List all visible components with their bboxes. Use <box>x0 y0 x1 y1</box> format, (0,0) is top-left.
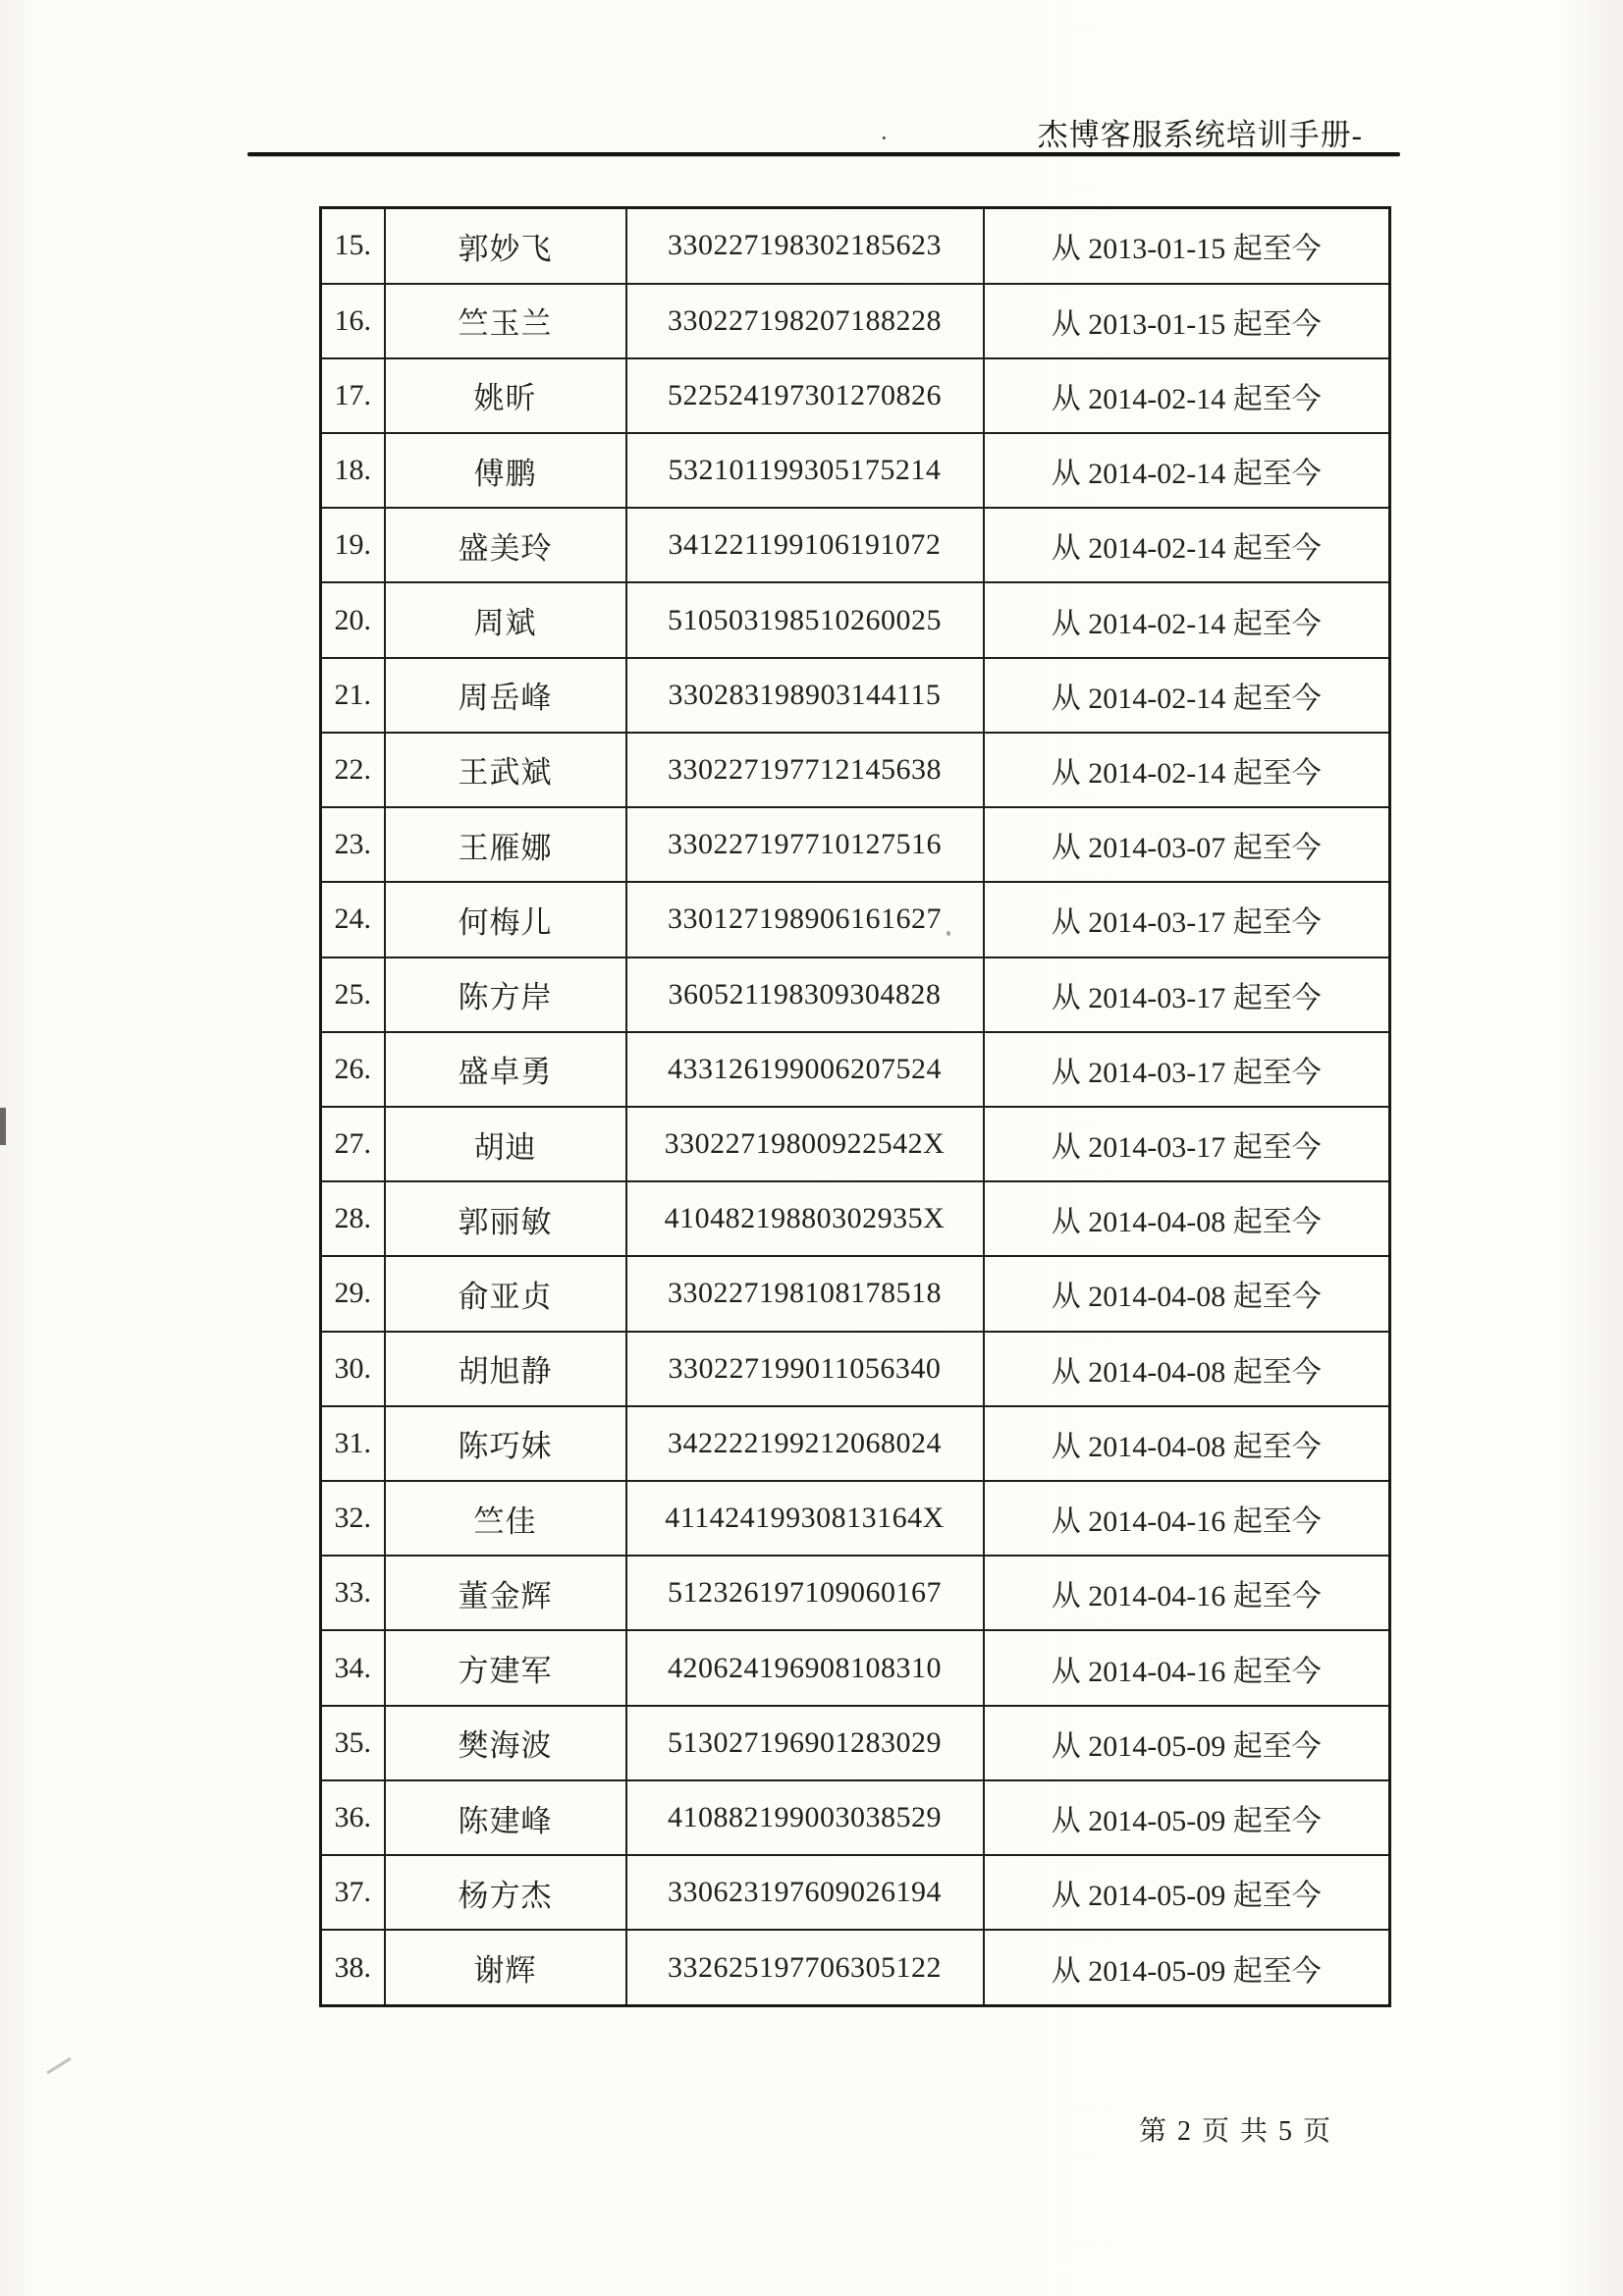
row-number: 34. <box>321 1630 385 1705</box>
person-name: 郭丽敏 <box>385 1181 626 1256</box>
person-name: 盛卓勇 <box>385 1032 626 1107</box>
id-number: 532101199305175214 <box>626 433 984 508</box>
id-number: 330227197710127516 <box>626 807 984 882</box>
row-number: 20. <box>321 582 385 657</box>
person-name: 樊海波 <box>385 1706 626 1780</box>
table-row <box>321 882 1390 957</box>
employment-period: 从 2013-01-15 起至今 <box>984 208 1390 284</box>
page-number-footer: 第 2 页 共 5 页 <box>1139 2116 1333 2147</box>
scan-dot-artifact: · <box>880 124 889 152</box>
employment-period: 从 2014-03-17 起至今 <box>984 1107 1390 1181</box>
person-name: 陈建峰 <box>385 1780 626 1855</box>
table-row <box>321 1855 1390 1930</box>
id-number: 341221199106191072 <box>626 508 984 582</box>
employment-period: 从 2014-05-09 起至今 <box>984 1780 1390 1855</box>
person-name: 郭妙飞 <box>385 208 626 284</box>
person-name: 何梅儿 <box>385 882 626 957</box>
row-number: 32. <box>321 1481 385 1556</box>
employment-period: 从 2014-04-16 起至今 <box>984 1630 1390 1705</box>
id-number: 522524197301270826 <box>626 358 984 433</box>
table-row <box>321 658 1390 733</box>
table-row <box>321 1332 1390 1406</box>
table-row <box>321 1630 1390 1705</box>
table-row <box>321 1406 1390 1481</box>
employment-period: 从 2014-04-08 起至今 <box>984 1406 1390 1481</box>
row-number: 15. <box>321 208 385 284</box>
row-number: 28. <box>321 1181 385 1256</box>
row-number: 21. <box>321 658 385 733</box>
row-number: 29. <box>321 1256 385 1331</box>
id-number: 330227198108178518 <box>626 1256 984 1331</box>
row-number: 19. <box>321 508 385 582</box>
header-divider-line <box>247 152 1400 156</box>
person-name: 胡迪 <box>385 1107 626 1181</box>
id-number: 330227198207188228 <box>626 284 984 358</box>
id-number: 33022719800922542X <box>626 1107 984 1181</box>
id-number: 332625197706305122 <box>626 1930 984 2005</box>
table-row <box>321 284 1390 358</box>
employment-period: 从 2014-04-08 起至今 <box>984 1332 1390 1406</box>
scan-corner-artifact <box>46 2057 71 2074</box>
scan-edge-artifact <box>0 1108 6 1145</box>
row-number: 24. <box>321 882 385 957</box>
person-name: 竺玉兰 <box>385 284 626 358</box>
employment-period: 从 2014-02-14 起至今 <box>984 582 1390 657</box>
person-name: 杨方杰 <box>385 1855 626 1930</box>
person-name: 姚昕 <box>385 358 626 433</box>
table-row <box>321 358 1390 433</box>
person-name: 陈巧妹 <box>385 1406 626 1481</box>
table-row <box>321 208 1390 284</box>
employment-period: 从 2014-03-07 起至今 <box>984 807 1390 882</box>
table-row <box>321 508 1390 582</box>
table-row <box>321 733 1390 807</box>
row-number: 38. <box>321 1930 385 2005</box>
id-number: 510503198510260025 <box>626 582 984 657</box>
row-number: 25. <box>321 957 385 1032</box>
id-number: 330227198302185623 <box>626 208 984 284</box>
row-number: 27. <box>321 1107 385 1181</box>
table-row <box>321 1107 1390 1181</box>
id-number: 342222199212068024 <box>626 1406 984 1481</box>
person-name: 周斌 <box>385 582 626 657</box>
row-number: 17. <box>321 358 385 433</box>
roster-table-body <box>321 208 1390 2006</box>
row-number: 37. <box>321 1855 385 1930</box>
person-name: 周岳峰 <box>385 658 626 733</box>
row-number: 33. <box>321 1556 385 1630</box>
table-row <box>321 1481 1390 1556</box>
employment-period: 从 2014-03-17 起至今 <box>984 882 1390 957</box>
table-row <box>321 1256 1390 1331</box>
id-number: 41142419930813164X <box>626 1481 984 1556</box>
id-number: 330283198903144115 <box>626 658 984 733</box>
employment-period: 从 2014-04-08 起至今 <box>984 1181 1390 1256</box>
table-row <box>321 1181 1390 1256</box>
employment-period: 从 2014-02-14 起至今 <box>984 358 1390 433</box>
person-name: 董金辉 <box>385 1556 626 1630</box>
id-number: 410882199003038529 <box>626 1780 984 1855</box>
person-name: 王雁娜 <box>385 807 626 882</box>
table-row <box>321 1032 1390 1107</box>
table-row <box>321 957 1390 1032</box>
id-number: 420624196908108310 <box>626 1630 984 1705</box>
id-number: 41048219880302935X <box>626 1181 984 1256</box>
employment-period: 从 2014-04-16 起至今 <box>984 1556 1390 1630</box>
id-number: 330227197712145638 <box>626 733 984 807</box>
row-number: 35. <box>321 1706 385 1780</box>
table-row <box>321 807 1390 882</box>
personnel-roster-table <box>319 206 1391 2007</box>
row-number: 18. <box>321 433 385 508</box>
person-name: 俞亚贞 <box>385 1256 626 1331</box>
employment-period: 从 2014-05-09 起至今 <box>984 1855 1390 1930</box>
table-row <box>321 1780 1390 1855</box>
person-name: 盛美玲 <box>385 508 626 582</box>
employment-period: 从 2013-01-15 起至今 <box>984 284 1390 358</box>
id-number: 513027196901283029 <box>626 1706 984 1780</box>
person-name: 傅鹏 <box>385 433 626 508</box>
employment-period: 从 2014-03-17 起至今 <box>984 1032 1390 1107</box>
employment-period: 从 2014-02-14 起至今 <box>984 733 1390 807</box>
row-number: 26. <box>321 1032 385 1107</box>
id-number: 330127198906161627 <box>626 882 984 957</box>
person-name: 谢辉 <box>385 1930 626 2005</box>
employment-period: 从 2014-04-16 起至今 <box>984 1481 1390 1556</box>
employment-period: 从 2014-05-09 起至今 <box>984 1930 1390 2005</box>
id-number: 360521198309304828 <box>626 957 984 1032</box>
table-row <box>321 1706 1390 1780</box>
person-name: 方建军 <box>385 1630 626 1705</box>
id-number: 330623197609026194 <box>626 1855 984 1930</box>
row-number: 23. <box>321 807 385 882</box>
employment-period: 从 2014-02-14 起至今 <box>984 508 1390 582</box>
row-number: 30. <box>321 1332 385 1406</box>
table-row <box>321 1930 1390 2005</box>
row-number: 16. <box>321 284 385 358</box>
scan-speck-artifact <box>947 931 950 936</box>
employment-period: 从 2014-02-14 起至今 <box>984 433 1390 508</box>
row-number: 31. <box>321 1406 385 1481</box>
table-row <box>321 433 1390 508</box>
table-row <box>321 1556 1390 1630</box>
page-header-title: 杰博客服系统培训手册- <box>1037 118 1363 152</box>
employment-period: 从 2014-02-14 起至今 <box>984 658 1390 733</box>
id-number: 433126199006207524 <box>626 1032 984 1107</box>
person-name: 王武斌 <box>385 733 626 807</box>
employment-period: 从 2014-03-17 起至今 <box>984 957 1390 1032</box>
id-number: 512326197109060167 <box>626 1556 984 1630</box>
employment-period: 从 2014-05-09 起至今 <box>984 1706 1390 1780</box>
person-name: 陈方岸 <box>385 957 626 1032</box>
person-name: 胡旭静 <box>385 1332 626 1406</box>
id-number: 330227199011056340 <box>626 1332 984 1406</box>
employment-period: 从 2014-04-08 起至今 <box>984 1256 1390 1331</box>
table-row <box>321 582 1390 657</box>
row-number: 22. <box>321 733 385 807</box>
row-number: 36. <box>321 1780 385 1855</box>
person-name: 竺佳 <box>385 1481 626 1556</box>
